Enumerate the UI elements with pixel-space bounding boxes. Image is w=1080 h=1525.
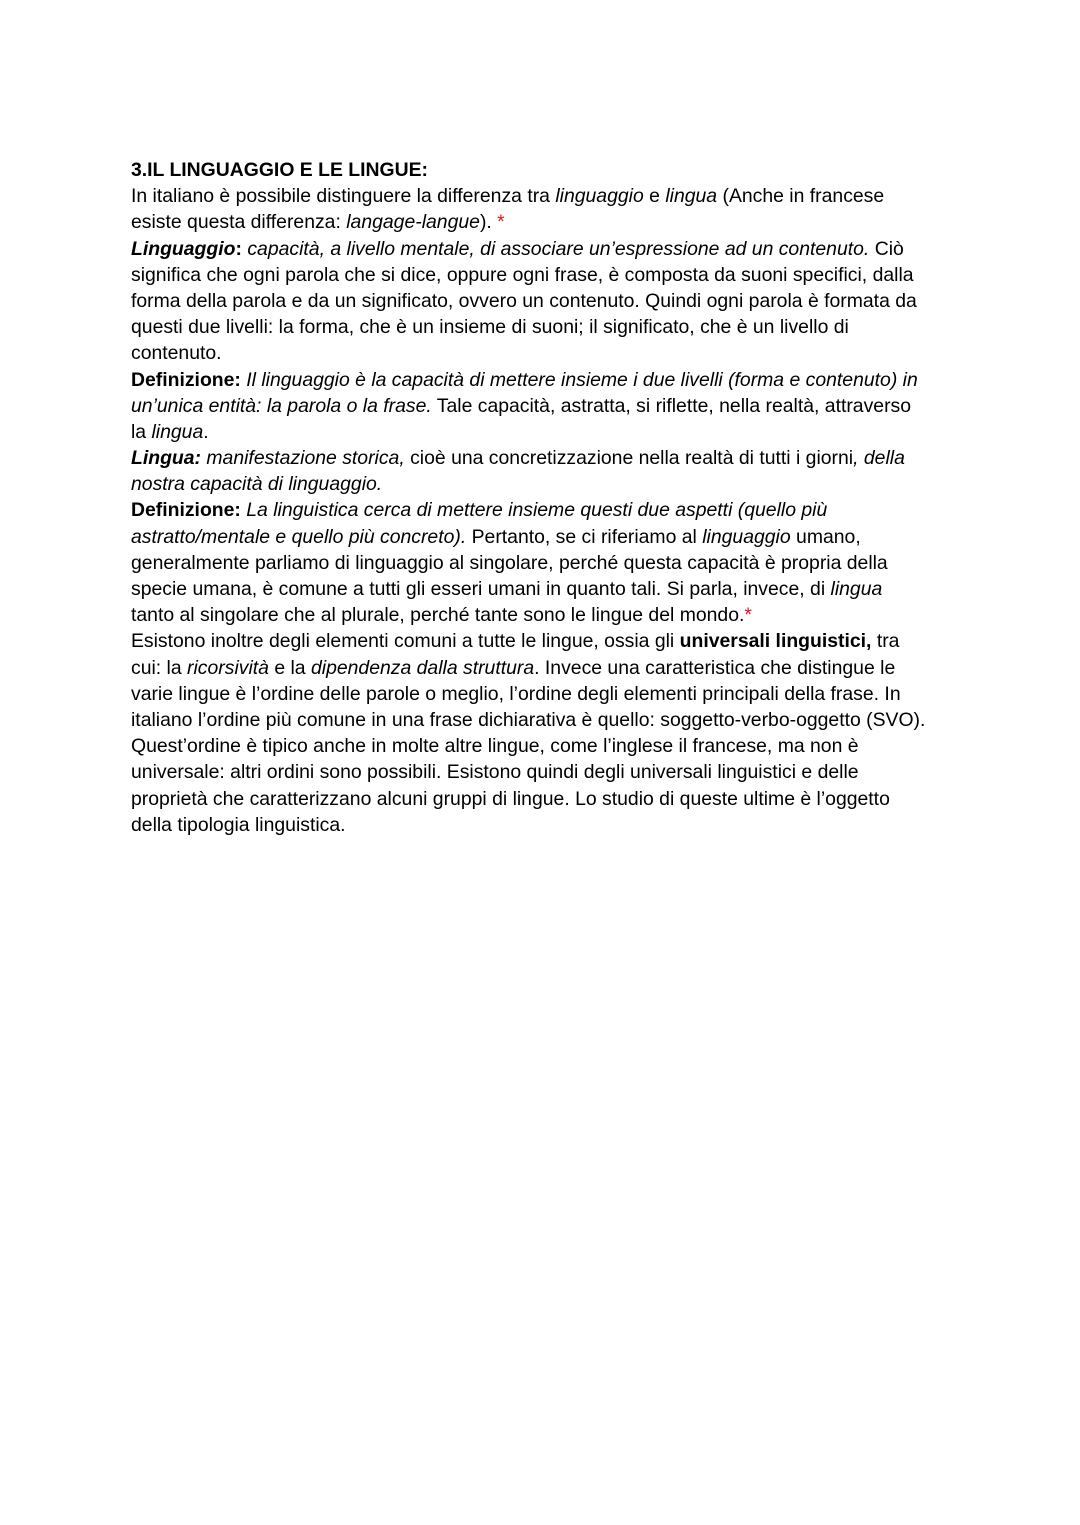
text-run: ). — [479, 211, 498, 234]
text-run: tanto al singolare che al plurale, perché tante sono le lingue del mondo. — [131, 604, 745, 627]
text-run: linguaggio — [555, 185, 644, 208]
text-run: cui: la — [131, 656, 188, 679]
text-line — [131, 812, 961, 838]
text-run: Linguaggio — [131, 237, 236, 260]
text-line — [131, 733, 961, 759]
text-line — [131, 183, 961, 209]
text-run: lingua — [151, 420, 204, 443]
text-run: e — [643, 185, 666, 208]
text-run: della tipologia linguistica. — [131, 813, 346, 836]
text-run: universali linguistici, — [679, 630, 872, 653]
text-run: La linguistica cerca di mettere insieme questi due aspetti (quello più — [240, 499, 828, 522]
text-run: Il linguaggio è la capacità di mettere insieme i due livelli (forma e contenuto) in — [240, 368, 918, 391]
text-run: ricorsività — [187, 656, 269, 679]
text-run: In italiano è possibile distinguere la differenza tra — [131, 185, 556, 208]
text-run: Lingua: — [131, 447, 202, 470]
text-run: varie lingue è l’ordine delle parole o meglio, l’ordine degli elementi principali della frase. In — [131, 682, 901, 705]
text-line — [131, 340, 961, 366]
text-run: tra — [871, 630, 900, 653]
text-run: capacità, a livello mentale, di associare un’espressione ad un contenuto. — [247, 237, 870, 260]
text-line — [131, 759, 961, 785]
text-line — [131, 393, 961, 419]
text-run: nostra capacità di linguaggio. — [131, 473, 383, 496]
text-run: linguaggio — [702, 525, 791, 548]
text-line — [131, 497, 961, 523]
text-run: italiano l’ordine più comune in una frase dichiarativa è quello: soggetto-verbo-oggetto (SVO). — [131, 708, 926, 731]
text-run: Quest’ordine è tipico anche in molte altre lingue, come l’inglese il francese, ma non è — [131, 735, 859, 758]
text-run: la — [131, 420, 152, 443]
text-run: forma della parola e da un significato, ovvero un contenuto. Quindi ogni parola è formata da — [131, 289, 917, 312]
text-line — [131, 707, 961, 733]
text-run: questi due livelli: la forma, che è un insieme di suoni; il significato, che è un livello di — [131, 316, 849, 339]
text-run: universale: altri ordini sono possibili. Esistono quindi degli universali linguistici e delle — [131, 761, 859, 784]
text-run: proprietà che caratterizzano alcuni gruppi di lingue. Lo studio di queste ultime è l’oggetto — [131, 787, 890, 810]
text-run: significa che ogni parola che si dice, oppure ogni frase, è composta da suoni specifici, dalla — [131, 263, 914, 286]
text-line — [131, 236, 961, 262]
document-page — [131, 157, 961, 838]
text-run: umano, — [790, 525, 861, 548]
text-line — [131, 288, 961, 314]
asterisk-mark: * — [497, 211, 505, 234]
text-line — [131, 367, 961, 393]
text-line — [131, 471, 961, 497]
text-line — [131, 262, 961, 288]
text-line — [131, 550, 961, 576]
text-run: (Anche in francese — [717, 185, 885, 208]
text-run: Esistono inoltre degli elementi comuni a tutte le lingue, ossia gli — [131, 630, 680, 653]
text-run: generalmente parliamo di linguaggio al singolare, perché questa capacità è propria della — [131, 551, 888, 574]
text-run: dipendenza dalla struttura — [310, 656, 535, 679]
text-line — [131, 576, 961, 602]
text-line — [131, 681, 961, 707]
text-line — [131, 655, 961, 681]
text-run: Definizione: — [131, 499, 241, 522]
text-line — [131, 786, 961, 812]
text-run: astratto/mentale e quello più concreto). — [131, 525, 467, 548]
text-run: un’unica entità: la parola o la frase. — [131, 394, 432, 417]
text-run: esiste questa differenza: — [131, 211, 347, 234]
document-body — [131, 183, 961, 838]
text-run: manifestazione storica, — [201, 447, 405, 470]
text-line — [131, 419, 961, 445]
text-line — [131, 628, 961, 654]
text-line — [131, 602, 961, 628]
text-run: Tale capacità, astratta, si riflette, nella realtà, attraverso — [431, 394, 912, 417]
text-run: . — [203, 420, 209, 443]
text-run: lingua — [665, 185, 718, 208]
text-run: Pertanto, se ci riferiamo al — [466, 525, 703, 548]
section-heading: 3.IL LINGUAGGIO E LE LINGUE: — [131, 159, 428, 181]
text-line — [131, 524, 961, 550]
text-run: cioè una concretizzazione nella realtà di tutti i giorni — [404, 447, 854, 470]
text-run: Ciò — [869, 237, 904, 260]
text-run: specie umana, è comune a tutti gli esseri umani in quanto tali. Si parla, invece, di — [131, 578, 831, 600]
text-run: Definizione: — [131, 368, 241, 391]
text-run: contenuto. — [131, 342, 222, 365]
text-run: lingua — [830, 578, 883, 600]
text-run: e la — [268, 656, 311, 679]
text-line — [131, 209, 961, 235]
text-line — [131, 314, 961, 340]
asterisk-mark: * — [744, 604, 752, 627]
text-line — [131, 445, 961, 471]
text-run: . Invece una caratteristica che distingue le — [534, 656, 896, 679]
text-run: langage-langue — [346, 211, 480, 234]
text-run: : — [235, 237, 248, 260]
text-run: , della — [853, 447, 905, 470]
